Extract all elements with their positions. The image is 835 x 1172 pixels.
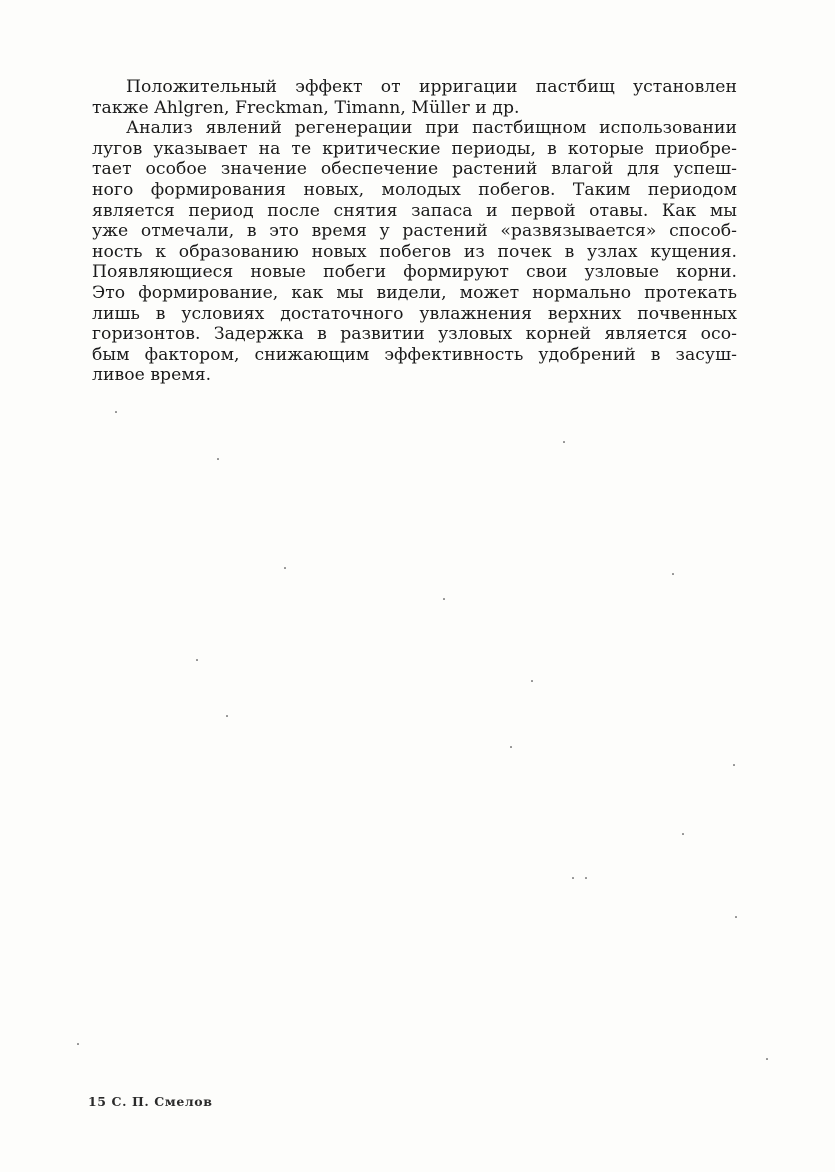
text-line: ного формирования новых, молодых побегов. Таким периодом: [92, 179, 737, 200]
text-line: Появляющиеся новые побеги формируют свои узловые корни.: [92, 262, 737, 283]
scan-speck: [735, 916, 737, 918]
text-line: тает особое значение обеспечение растений влагой для успеш-: [92, 159, 737, 180]
page-signature: 15 С. П. Смелов: [88, 1094, 213, 1109]
scan-speck: [563, 441, 565, 443]
scan-speck: [443, 598, 445, 600]
paragraph-irrigation: [92, 77, 737, 118]
scan-speck: [77, 1043, 79, 1045]
body-text: [92, 77, 737, 386]
scan-speck: [115, 411, 117, 413]
paragraph-regeneration: [92, 118, 737, 386]
scan-speck: [510, 746, 512, 748]
text-line: лугов указывает на те критические периоды, в которые приобре-: [92, 138, 737, 159]
scan-speck: [572, 877, 574, 879]
text-line: Это формирование, как мы видели, может нормально протекать: [92, 282, 737, 303]
text-line: горизонтов. Задержка в развитии узловых корней является осо-: [92, 324, 737, 345]
scan-speck: [672, 573, 674, 575]
text-line: Положительный эффект от ирригации пастбищ установлен: [126, 77, 737, 97]
scan-speck: [682, 833, 684, 835]
text-line: также Ahlgren, Freckman, Timann, Müller и др.: [92, 97, 520, 118]
scan-speck: [226, 715, 228, 717]
text-line: Анализ явлений регенерации при пастбищном использовании: [126, 118, 737, 139]
text-line: ность к образованию новых побегов из почек в узлах кущения.: [92, 241, 737, 262]
text-line: уже отмечали, в это время у растений «развязывается» способ-: [92, 221, 737, 242]
text-line: является период после снятия запаса и первой отавы. Как мы: [92, 200, 737, 221]
scan-speck: [733, 764, 735, 766]
scan-speck: [585, 877, 587, 879]
scan-speck: [531, 680, 533, 682]
text-line: ливое время.: [92, 365, 212, 386]
scan-speck: [196, 659, 198, 661]
scan-speck: [766, 1058, 768, 1060]
scan-speck: [284, 567, 286, 569]
scan-speck: [217, 458, 219, 460]
text-line: лишь в условиях достаточного увлажнения верхних почвенных: [92, 303, 737, 324]
text-line: бым фактором, снижающим эффективность удобрений в засуш-: [92, 344, 737, 365]
